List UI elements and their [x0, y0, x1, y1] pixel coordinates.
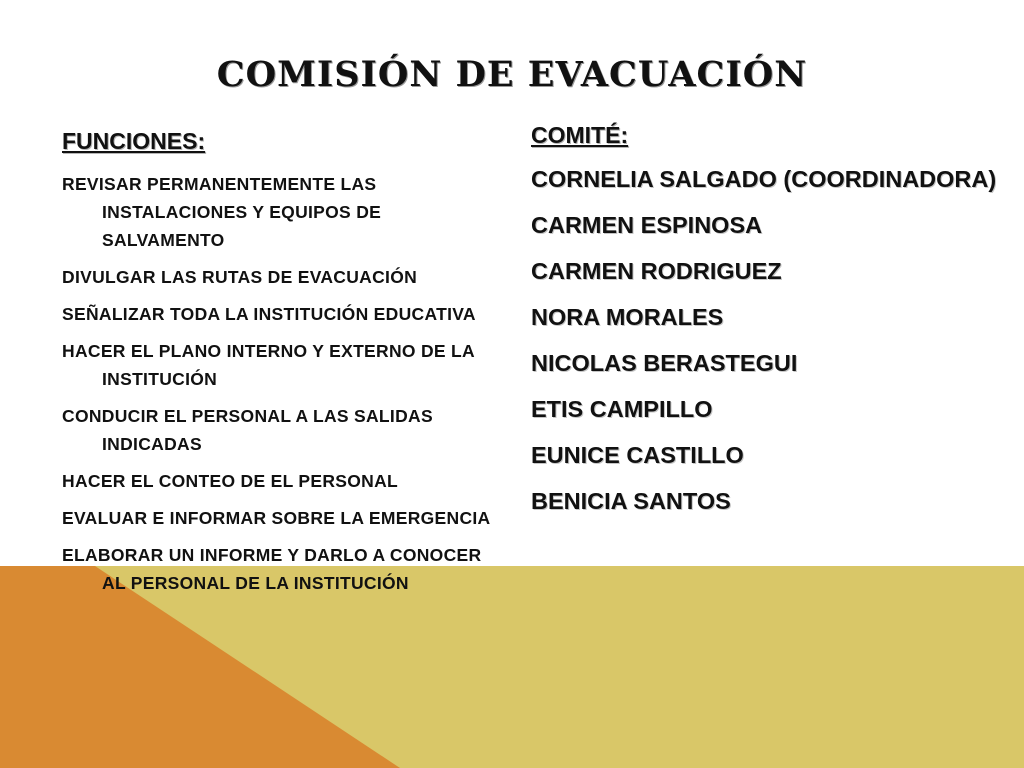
funcion-item: HACER EL CONTEO DE EL PERSONAL — [62, 471, 399, 491]
funciones-section — [62, 128, 502, 606]
comite-member: CORNELIA SALGADO (COORDINADORA) — [531, 166, 997, 192]
comite-member: ETIS CAMPILLO — [531, 396, 713, 422]
funciones-list — [62, 170, 502, 597]
funcion-item: DIVULGAR LAS RUTAS DE EVACUACIÓN — [62, 267, 418, 287]
comite-section — [531, 122, 1001, 531]
funcion-item: CONDUCIR EL PERSONAL A LAS SALIDAS INDICADAS — [62, 406, 433, 454]
comite-heading: COMITÉ: — [531, 122, 629, 148]
funcion-item: EVALUAR E INFORMAR SOBRE LA EMERGENCIA — [62, 508, 491, 528]
funcion-item: REVISAR PERMANENTEMENTE LAS INSTALACIONES Y EQUIPOS DE SALVAMENTO — [62, 174, 382, 250]
comite-member: EUNICE CASTILLO — [531, 442, 744, 468]
slide-title: COMISIÓN DE EVACUACIÓN — [216, 54, 808, 95]
comite-member: BENICIA SANTOS — [531, 488, 731, 514]
comite-list — [531, 163, 1001, 517]
comite-member: NICOLAS BERASTEGUI — [531, 350, 798, 376]
funciones-heading: FUNCIONES: — [62, 128, 206, 154]
funcion-item: ELABORAR UN INFORME Y DARLO A CONOCER AL PERSONAL DE LA INSTITUCIÓN — [62, 545, 482, 593]
comite-member: CARMEN RODRIGUEZ — [531, 258, 782, 284]
funcion-item: HACER EL PLANO INTERNO Y EXTERNO DE LA INSTITUCIÓN — [62, 341, 475, 389]
funcion-item: SEÑALIZAR TODA LA INSTITUCIÓN EDUCATIVA — [62, 304, 476, 324]
comite-member: NORA MORALES — [531, 304, 724, 330]
comite-member: CARMEN ESPINOSA — [531, 212, 763, 238]
